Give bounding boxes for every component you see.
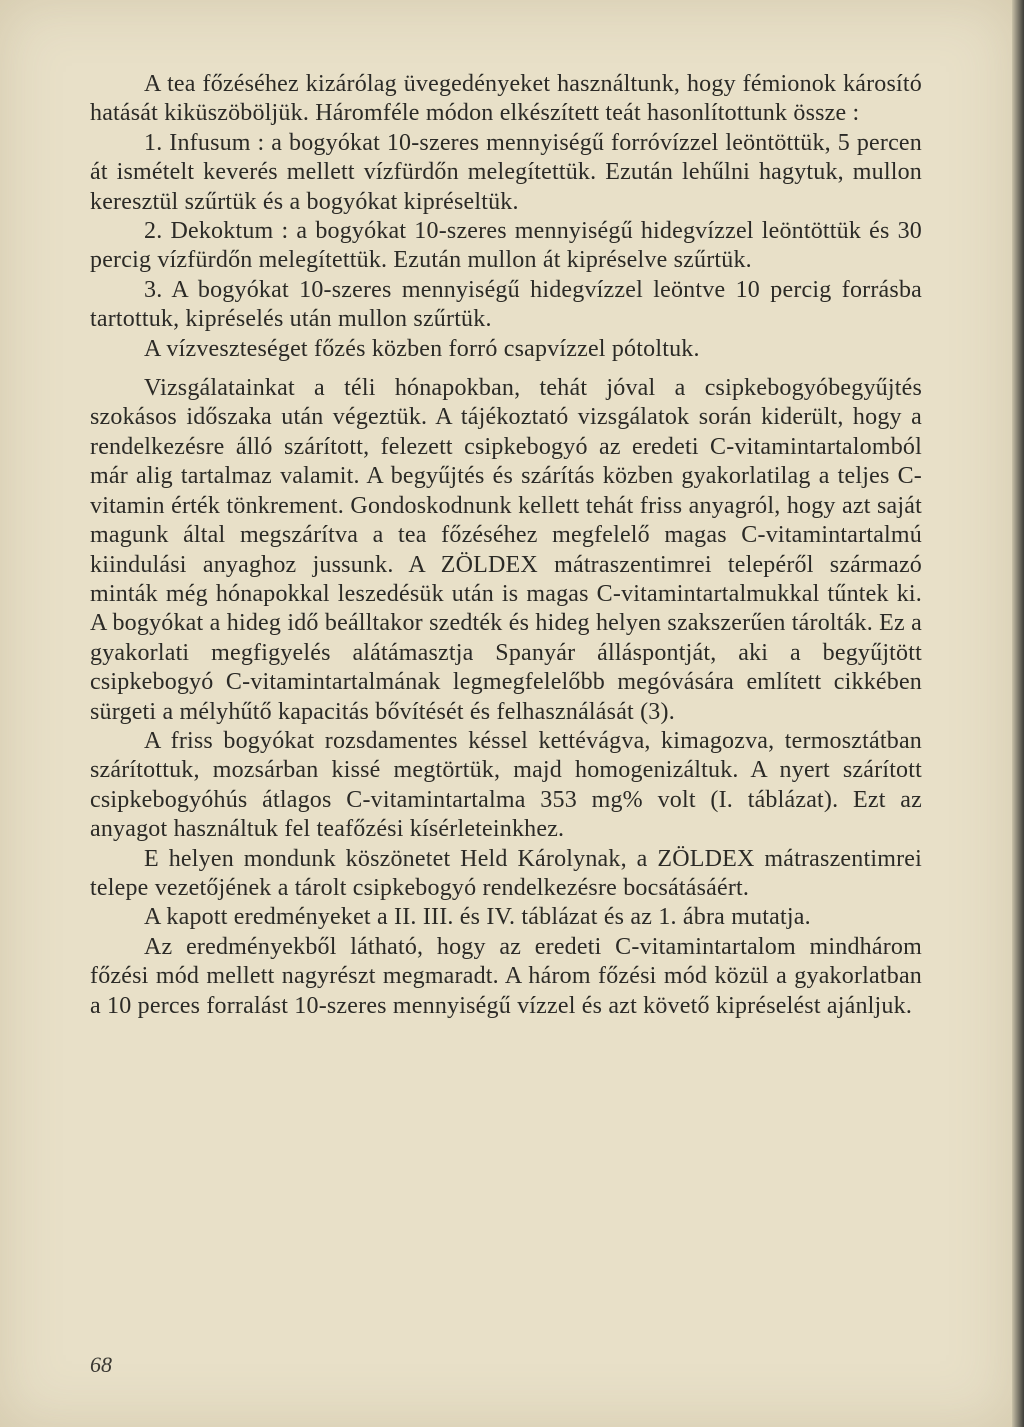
paragraph-results-ref: A kapott eredményeket a II. III. és IV. táblázat és az 1. ábra mutatja. [144, 904, 811, 931]
page-number: 68 [90, 1352, 112, 1377]
body-text [90, 70, 922, 1021]
paragraph-water-loss: A vízveszteséget főzés közben forró csapvízzel pótoltuk. [144, 335, 700, 362]
paragraph-fresh-berries: A friss bogyókat rozsdamentes késsel kettévágva, kimagozva, termosztátban szárítottuk, mozsárban kissé megtörtük, majd homogenizáltuk. A nyert szárított csipkebogyóhús átlagos C-vitamintartalma 353 mg% volt (I. táblázat). Ezt az anyagot használtuk fel teafőzési kísérleteinkhez. [90, 727, 922, 843]
paragraph-conclusion: Az eredményekből látható, hogy az eredeti C-vitamintartalom mindhárom főzési mód mellett nagyrészt megmaradt. A három főzési mód közül a gyakorlatban a 10 perces forralást 10-szeres mennyiségű vízzel és azt követő kipréselést ajánljuk. [90, 933, 922, 1019]
paragraph-acknowledgement: E helyen mondunk köszönetet Held Károlynak, a ZÖLDEX mátraszentimrei telepe vezetőjének a tárolt csipkebogyó rendelkezésre bocsátásáért. [90, 845, 922, 901]
paragraph-method-2: 2. Dekoktum : a bogyókat 10-szeres mennyiségű hidegvízzel leöntöttük és 30 percig vízfürdőn melegítettük. Ezután mullon át kipréselve szűrtük. [90, 218, 922, 274]
paragraph-intro: A tea főzéséhez kizárólag üvegedényeket használtunk, hogy fémionok károsító hatását kiküszöböljük. Háromféle módon elkészített teát hasonlítottunk össze : [90, 71, 922, 127]
paragraph-investigations: Vizsgálatainkat a téli hónapokban, tehát jóval a csipkebogyóbegyűjtés szokásos időszaka után végeztük. A tájékoztató vizsgálatok során kiderült, hogy a rendelkezésre álló szárított, felezett csipkebogyó az eredeti C-vitamintartalomból már alig tartalmaz valamit. A begyűjtés és szárítás közben gyakorlatilag a teljes C-vitamin érték tönkrement. Gondoskodnunk kellett tehát friss anyagról, hogy azt saját magunk által megszárítva a tea főzéséhez megfelelő magas C-vitamintartalmú kiindulási anyaghoz jussunk. A ZÖLDEX mátraszentimrei telepéről származó minták még hónapokkal leszedésük után is magas C-vitamintartalmukkal tűntek ki. A bogyókat a hideg idő beálltakor szedték és hideg helyen szakszerűen tárolták. Ez a gyakorlati megfigyelés alátámasztja Spanyár álláspontját, aki a begyűjtött csipkebogyó C-vitamintartalmának legmegfelelőbb megóvására említett cikkében sürgeti a mélyhűtő kapacitás bővítését és felhasználását (3). [90, 375, 922, 725]
paragraph-method-1: 1. Infusum : a bogyókat 10-szeres mennyiségű forróvízzel leöntöttük, 5 percen át ismételt keverés mellett vízfürdőn melegítettük. Ezután lehűlni hagytuk, mullon keresztül szűrtük és a bogyókat kipréseltük. [90, 129, 922, 215]
paragraph-method-3: 3. A bogyókat 10-szeres mennyiségű hidegvízzel leöntve 10 percig forrásba tartottuk, kipréselés után mullon szűrtük. [90, 276, 922, 333]
page-edge-shadow [1012, 0, 1024, 1427]
